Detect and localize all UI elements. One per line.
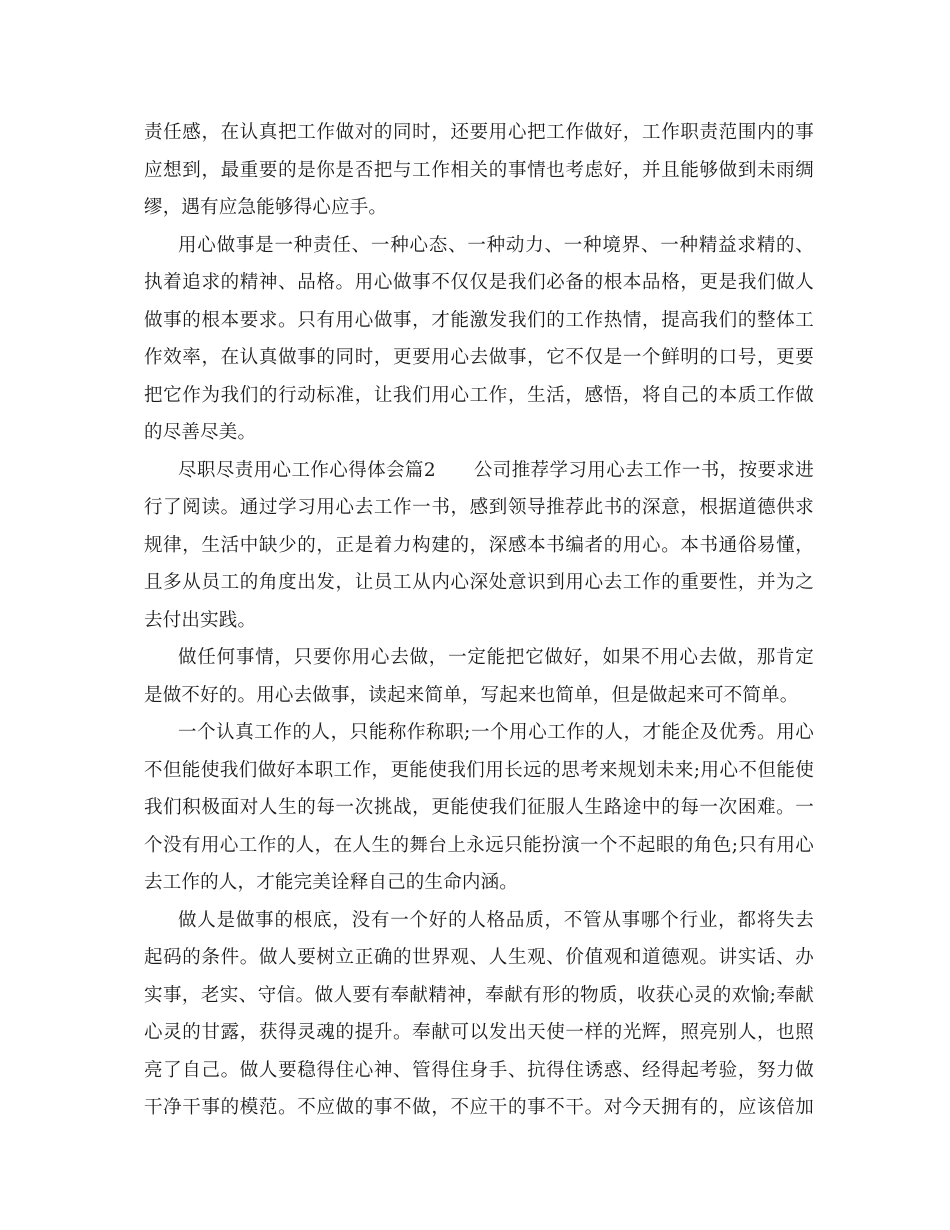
text-line: 尽职尽责用心工作心得体会篇2 公司推荐学习用心去工作一书，按要求进 [178, 459, 814, 481]
text-line: 起码的条件。做人要树立正确的世界观、人生观、价值观和道德观。讲实话、办 [144, 947, 814, 968]
text-line: 干净干事的模范。不应做的事不做，不应干的事不干。对今天拥有的，应该倍加 [144, 1097, 814, 1118]
text-line: 行了阅读。通过学习用心去工作一书，感到领导推荐此书的深意，根据道德供求 [144, 497, 814, 518]
text-line: 去工作的人，才能完美诠释自己的生命内涵。 [144, 872, 519, 893]
paragraph-6 [144, 902, 814, 1127]
text-line: 且多从员工的角度出发，让员工从内心深处意识到用心去工作的重要性，并为之 [144, 572, 814, 593]
text-line: 个没有用心工作的人，在人生的舞台上永远只能扮演一个不起眼的角色;只有用心 [144, 834, 814, 856]
text-line: 我们积极面对人生的每一次挑战，更能使我们征服人生路途中的每一次困难。一 [144, 797, 814, 818]
paragraph-1 [144, 114, 814, 227]
paragraph-4 [144, 639, 814, 714]
text-line: 心灵的甘露，获得灵魂的提升。奉献可以发出天使一样的光辉，照亮别人，也照 [144, 1022, 814, 1043]
text-line: 不但能使我们做好本职工作，更能使我们用长远的思考来规划未来;用心不但能使 [144, 759, 814, 781]
text-line: 一个认真工作的人，只能称作称职;一个用心工作的人，才能企及优秀。用心 [178, 722, 814, 743]
paragraph-2 [144, 227, 814, 452]
paragraph-5 [144, 714, 814, 902]
text-line: 实事，老实、守信。做人要有奉献精神，奉献有形的物质，收获心灵的欢愉;奉献 [144, 984, 814, 1006]
text-line: 执着追求的精神、品格。用心做事不仅仅是我们必备的根本品格，更是我们做人 [144, 272, 814, 293]
document-body [144, 114, 814, 1127]
paragraph-3 [144, 452, 814, 640]
text-line: 做事的根本要求。只有用心做事，才能激发我们的工作热情，提高我们的整体工 [144, 309, 814, 331]
text-line: 亮了自己。做人要稳得住心神、管得住身手、抗得住诱惑、经得起考验，努力做 [144, 1059, 814, 1081]
text-line: 去付出实践。 [144, 609, 257, 631]
text-line: 应想到，最重要的是你是否把与工作相关的事情也考虑好，并且能够做到未雨绸 [144, 159, 814, 181]
text-line: 用心做事是一种责任、一种心态、一种动力、一种境界、一种精益求精的、 [178, 234, 814, 256]
text-line: 的尽善尽美。 [144, 422, 257, 443]
text-line: 把它作为我们的行动标准，让我们用心工作，生活，感悟，将自己的本质工作做 [144, 384, 814, 406]
text-line: 缪，遇有应急能够得心应手。 [144, 197, 388, 218]
text-line: 规律，生活中缺少的，正是着力构建的，深感本书编者的用心。本书通俗易懂， [144, 534, 814, 556]
text-line: 做人是做事的根底，没有一个好的人格品质，不管从事哪个行业，都将失去 [178, 909, 814, 931]
text-line: 责任感，在认真把工作做对的同时，还要用心把工作做好，工作职责范围内的事 [144, 122, 814, 143]
text-line: 做任何事情，只要你用心去做，一定能把它做好，如果不用心去做，那肯定 [178, 647, 814, 668]
text-line: 是做不好的。用心去做事，读起来简单，写起来也简单，但是做起来可不简单。 [144, 684, 799, 706]
text-line: 作效率，在认真做事的同时，更要用心去做事，它不仅是一个鲜明的口号，更要 [144, 347, 814, 368]
